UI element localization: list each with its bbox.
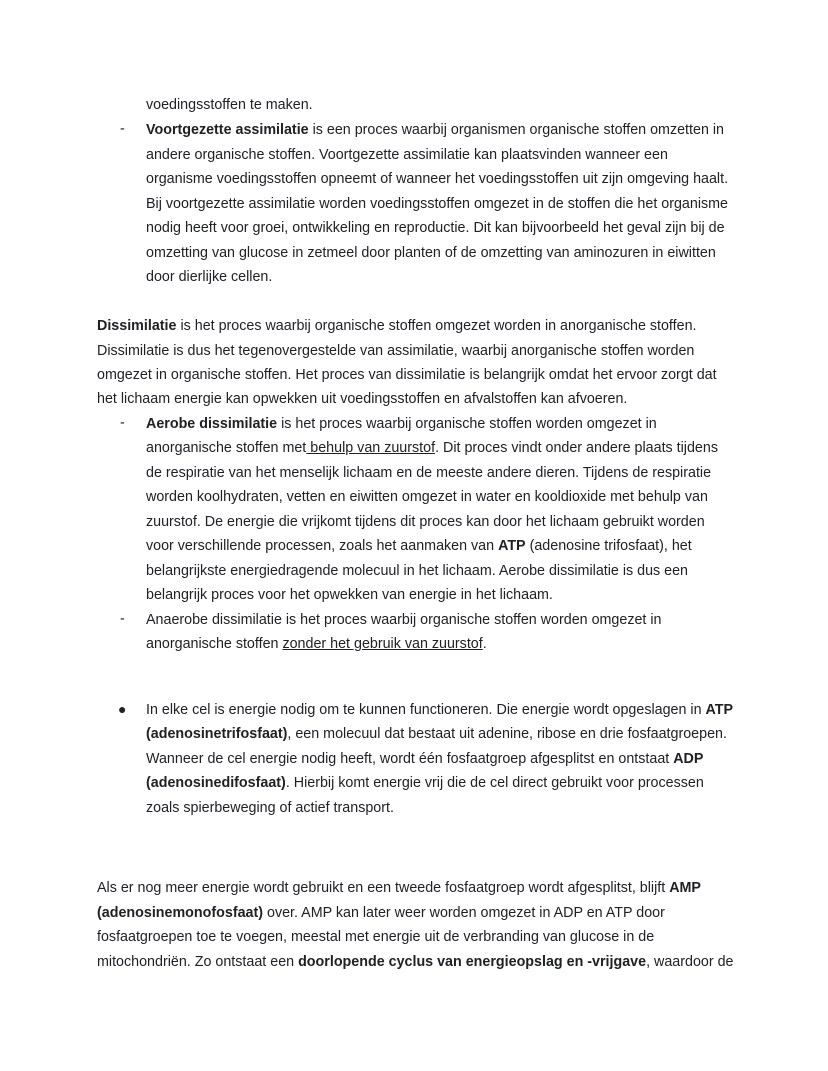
text-line: fosfaatgroepen toe te voegen, meestal met energie uit de verbranding van glucose in de xyxy=(97,929,655,945)
text-line: organisme voedingsstoffen opneemt of wanneer het voedingsstoffen uit zijn omgeving haalt. xyxy=(146,171,729,187)
bold-term: ATP xyxy=(498,538,526,554)
text-line: (adenosinemonofosfaat) over. AMP kan later weer worden omgezet in ADP en ATP door xyxy=(97,905,665,921)
underlined-text: zonder het gebruik van zuurstof xyxy=(282,636,483,652)
text-line: Dissimilatie is het proces waarbij organische stoffen omgezet worden in anorganische stoffen. xyxy=(97,318,697,334)
text-line: omgezet in organische stoffen. Het proces van dissimilatie is belangrijk omdat het ervoor zorgt dat xyxy=(97,367,717,383)
text-line: Bij voortgezette assimilatie worden voedingsstoffen omgezet in de stoffen die het organisme xyxy=(146,196,729,212)
dash-marker: - xyxy=(120,611,125,627)
text-line: (adenosinedifosfaat). Hierbij komt energie vrij die de cel direct gebruikt voor processen xyxy=(146,775,704,791)
text-line: belangrijk proces voor het opwekken van energie in het lichaam. xyxy=(146,587,553,603)
bold-term: Aerobe dissimilatie xyxy=(146,416,278,432)
text-line: belangrijkste energiedragende molecuul in het lichaam. Aerobe dissimilatie is dus een xyxy=(146,563,689,579)
bullet-marker: ● xyxy=(118,701,127,717)
text-line: Voortgezette assimilatie is een proces waarbij organismen organische stoffen omzetten in xyxy=(146,122,724,138)
bold-term: (adenosinedifosfaat) xyxy=(146,775,286,791)
text-line: anorganische stoffen met behulp van zuurstof. Dit proces vindt onder andere plaats tijdens xyxy=(146,440,718,456)
text-line: Wanneer de cel energie nodig heeft, wordt één fosfaatgroep afgesplitst en ontstaat ADP xyxy=(146,751,704,767)
text-line: door dierlijke cellen. xyxy=(146,269,273,285)
text-line: anorganische stoffen zonder het gebruik van zuurstof. xyxy=(146,636,487,652)
bold-term: doorlopende cyclus van energieopslag en -vrijgave xyxy=(298,954,647,970)
bold-term: AMP xyxy=(669,880,701,896)
bold-term: (adenosinemonofosfaat) xyxy=(97,905,264,921)
text-line: voor verschillende processen, zoals het aanmaken van ATP (adenosine trifosfaat), het xyxy=(146,538,692,554)
bold-term: Voortgezette assimilatie xyxy=(146,122,309,138)
text-line: nodig heeft voor groei, ontwikkeling en reproductie. Dit kan bijvoorbeeld het geval zijn bij de xyxy=(146,220,725,236)
dash-marker: - xyxy=(120,121,125,137)
text-line: Anaerobe dissimilatie is het proces waarbij organische stoffen worden omgezet in xyxy=(146,612,662,628)
text-line: Dissimilatie is dus het tegenovergestelde van assimilatie, waarbij anorganische stoffen worden xyxy=(97,343,695,359)
text-line: de respiratie van het menselijk lichaam en de meeste andere dieren. Tijdens de respiratie xyxy=(146,465,712,481)
bold-term: ADP xyxy=(673,751,704,767)
text-line: andere organische stoffen. Voortgezette assimilatie kan plaatsvinden wanneer een xyxy=(146,147,668,163)
text-line: (adenosinetrifosfaat), een molecuul dat bestaat uit adenine, ribose en drie fosfaatgroepen. xyxy=(146,726,727,742)
text-line: In elke cel is energie nodig om te kunnen functioneren. Die energie wordt opgeslagen in ATP xyxy=(146,702,734,718)
dash-marker: - xyxy=(120,415,125,431)
text-line: Als er nog meer energie wordt gebruikt en een tweede fosfaatgroep wordt afgesplitst, blijft AMP xyxy=(97,880,701,896)
text-line: zuurstof. De energie die vrijkomt tijdens dit proces kan door het lichaam gebruikt worden xyxy=(146,514,705,530)
text-line: worden koolhydraten, vetten en eiwitten omgezet in water en kooldioxide met behulp van xyxy=(146,489,708,505)
text-line: het lichaam energie kan opwekken uit voedingsstoffen en afvalstoffen kan afvoeren. xyxy=(97,391,628,407)
text-line: Aerobe dissimilatie is het proces waarbij organische stoffen worden omgezet in xyxy=(146,416,657,432)
text-line: mitochondriën. Zo ontstaat een doorlopende cyclus van energieopslag en -vrijgave, waardoor de xyxy=(97,954,734,970)
bold-term: ATP xyxy=(705,702,734,718)
bold-term: (adenosinetrifosfaat) xyxy=(146,726,288,742)
underlined-text: behulp van zuurstof xyxy=(306,440,436,456)
text-line: omzetting van glucose in zetmeel door planten of de omzetting van aminozuren in eiwitten xyxy=(146,245,716,261)
text-line: zoals spierbeweging of actief transport. xyxy=(146,800,394,816)
bold-term: Dissimilatie xyxy=(97,318,177,334)
text-line: voedingsstoffen te maken. xyxy=(146,97,313,113)
